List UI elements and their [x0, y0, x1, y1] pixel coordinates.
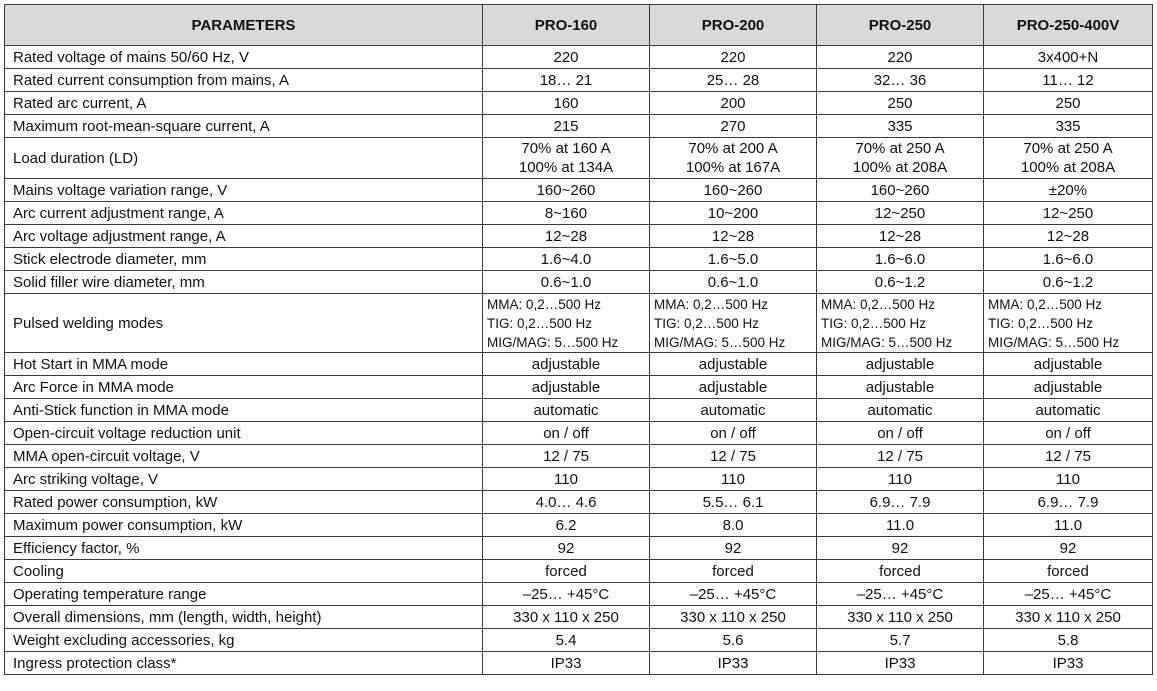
value-cell: adjustable [984, 376, 1153, 399]
value-cell: 0.6~1.0 [483, 271, 650, 294]
value-cell: adjustable [483, 376, 650, 399]
value-cell [650, 294, 817, 353]
value-cell: 3x400+N [984, 46, 1153, 69]
header-parameters: PARAMETERS [5, 5, 483, 46]
value-line: 70% at 250 A [1023, 140, 1113, 157]
value-cell [483, 294, 650, 353]
table-row [5, 225, 1153, 248]
value-cell: 12 / 75 [650, 445, 817, 468]
parameter-label: Maximum root-mean-square current, A [5, 115, 483, 138]
value-line: TIG: 0,2…500 Hz [821, 315, 927, 331]
value-cell: 110 [984, 468, 1153, 491]
table-row [5, 202, 1153, 225]
parameter-label: Efficiency factor, % [5, 537, 483, 560]
value-cell: forced [650, 560, 817, 583]
value-cell: 110 [483, 468, 650, 491]
value-line: TIG: 0,2…500 Hz [654, 315, 760, 331]
parameter-label: Operating temperature range [5, 583, 483, 606]
value-cell: 12 / 75 [483, 445, 650, 468]
parameter-label: Overall dimensions, mm (length, width, height) [5, 606, 483, 629]
value-cell: 12~28 [483, 225, 650, 248]
table-row [5, 652, 1153, 675]
parameter-label: Arc Force in MMA mode [5, 376, 483, 399]
value-line: 70% at 200 A [688, 140, 778, 157]
parameter-label: Rated arc current, A [5, 92, 483, 115]
parameter-label: Pulsed welding modes [5, 294, 483, 353]
value-cell: 92 [483, 537, 650, 560]
table-row [5, 514, 1153, 537]
table-row [5, 271, 1153, 294]
value-cell: 1.6~4.0 [483, 248, 650, 271]
table-row [5, 115, 1153, 138]
parameter-label: Rated current consumption from mains, A [5, 69, 483, 92]
value-cell: 335 [817, 115, 984, 138]
value-cell: 12 / 75 [984, 445, 1153, 468]
value-cell: on / off [984, 422, 1153, 445]
value-cell: 330 x 110 x 250 [483, 606, 650, 629]
value-cell: 32… 36 [817, 69, 984, 92]
header-row [5, 5, 1153, 46]
value-cell: 1.6~6.0 [817, 248, 984, 271]
value-cell: –25… +45°C [483, 583, 650, 606]
value-line: 100% at 167A [685, 159, 781, 176]
value-line: 70% at 160 A [521, 140, 611, 157]
value-cell: 12~28 [984, 225, 1153, 248]
header-pro-250-400v: PRO-250-400V [984, 5, 1153, 46]
value-cell: automatic [483, 399, 650, 422]
value-cell: 0.6~1.2 [817, 271, 984, 294]
value-cell [984, 138, 1153, 179]
table-header [5, 5, 1153, 46]
value-cell: 335 [984, 115, 1153, 138]
value-cell: 10~200 [650, 202, 817, 225]
value-cell: adjustable [650, 353, 817, 376]
table-row [5, 445, 1153, 468]
table-row [5, 583, 1153, 606]
table-row [5, 69, 1153, 92]
value-cell: 12~250 [984, 202, 1153, 225]
value-cell: 8.0 [650, 514, 817, 537]
value-cell: 110 [817, 468, 984, 491]
value-cell: 330 x 110 x 250 [817, 606, 984, 629]
value-cell: 11.0 [817, 514, 984, 537]
spec-table [4, 4, 1153, 675]
value-cell: automatic [817, 399, 984, 422]
header-pro-200: PRO-200 [650, 5, 817, 46]
value-cell: 5.6 [650, 629, 817, 652]
table-row [5, 376, 1153, 399]
table-row [5, 560, 1153, 583]
value-line: MMA: 0,2…500 Hz [988, 296, 1103, 312]
value-cell: 92 [817, 537, 984, 560]
value-cell: adjustable [984, 353, 1153, 376]
value-cell: 18… 21 [483, 69, 650, 92]
value-cell: 160~260 [650, 179, 817, 202]
value-cell: 25… 28 [650, 69, 817, 92]
value-cell: forced [984, 560, 1153, 583]
value-cell: 5.7 [817, 629, 984, 652]
parameter-label: Open-circuit voltage reduction unit [5, 422, 483, 445]
table-row [5, 491, 1153, 514]
value-line: 100% at 134A [518, 159, 614, 176]
table-row [5, 179, 1153, 202]
value-cell [984, 294, 1153, 353]
parameter-label: Cooling [5, 560, 483, 583]
value-cell: adjustable [650, 376, 817, 399]
value-cell: 1.6~6.0 [984, 248, 1153, 271]
value-cell: IP33 [483, 652, 650, 675]
value-cell: 110 [650, 468, 817, 491]
value-line: TIG: 0,2…500 Hz [988, 315, 1094, 331]
value-line: 100% at 208A [852, 159, 948, 176]
value-line: MMA: 0,2…500 Hz [487, 296, 602, 312]
header-pro-250: PRO-250 [817, 5, 984, 46]
value-cell: 250 [984, 92, 1153, 115]
value-cell: adjustable [817, 376, 984, 399]
parameter-label: Arc current adjustment range, A [5, 202, 483, 225]
table-row [5, 46, 1153, 69]
table-body [5, 46, 1153, 675]
table-row [5, 138, 1153, 179]
table-row [5, 537, 1153, 560]
value-cell: 11… 12 [984, 69, 1153, 92]
value-cell: 5.4 [483, 629, 650, 652]
value-line: MMA: 0,2…500 Hz [821, 296, 936, 312]
value-line: 100% at 208A [1020, 159, 1116, 176]
value-cell: 270 [650, 115, 817, 138]
parameter-label: Anti-Stick function in MMA mode [5, 399, 483, 422]
table-row [5, 606, 1153, 629]
value-cell: IP33 [984, 652, 1153, 675]
value-cell: 200 [650, 92, 817, 115]
value-cell: 160~260 [483, 179, 650, 202]
value-cell: automatic [650, 399, 817, 422]
table-row [5, 399, 1153, 422]
value-cell: 4.0… 4.6 [483, 491, 650, 514]
table-row [5, 422, 1153, 445]
value-cell: 12~28 [817, 225, 984, 248]
value-cell [483, 138, 650, 179]
value-cell: on / off [817, 422, 984, 445]
parameter-label: Rated voltage of mains 50/60 Hz, V [5, 46, 483, 69]
value-cell: IP33 [817, 652, 984, 675]
table-row [5, 468, 1153, 491]
value-cell: 92 [650, 537, 817, 560]
value-line: MIG/MAG: 5…500 Hz [654, 334, 786, 350]
value-line: MMA: 0,2…500 Hz [654, 296, 769, 312]
value-cell: forced [483, 560, 650, 583]
value-cell: 6.2 [483, 514, 650, 537]
parameter-label: Weight excluding accessories, kg [5, 629, 483, 652]
parameter-label: Ingress protection class* [5, 652, 483, 675]
value-cell: adjustable [483, 353, 650, 376]
value-cell: 12~28 [650, 225, 817, 248]
parameter-label: Hot Start in MMA mode [5, 353, 483, 376]
value-cell: on / off [483, 422, 650, 445]
value-cell: 250 [817, 92, 984, 115]
value-cell: 0.6~1.0 [650, 271, 817, 294]
value-cell: 0.6~1.2 [984, 271, 1153, 294]
value-cell [650, 138, 817, 179]
value-cell: 1.6~5.0 [650, 248, 817, 271]
table-row [5, 294, 1153, 353]
value-cell [817, 294, 984, 353]
header-pro-160: PRO-160 [483, 5, 650, 46]
value-cell: 6.9… 7.9 [817, 491, 984, 514]
value-cell [817, 138, 984, 179]
value-cell: 220 [650, 46, 817, 69]
value-cell: 92 [984, 537, 1153, 560]
value-cell: 12~250 [817, 202, 984, 225]
value-line: TIG: 0,2…500 Hz [487, 315, 593, 331]
value-cell: ±20% [984, 179, 1153, 202]
parameter-label: Load duration (LD) [5, 138, 483, 179]
table-row [5, 92, 1153, 115]
parameter-label: Arc striking voltage, V [5, 468, 483, 491]
value-cell: 8~160 [483, 202, 650, 225]
value-cell: 6.9… 7.9 [984, 491, 1153, 514]
parameter-label: Rated power consumption, kW [5, 491, 483, 514]
parameter-label: Arc voltage adjustment range, A [5, 225, 483, 248]
parameter-label: MMA open-circuit voltage, V [5, 445, 483, 468]
parameter-label: Solid filler wire diameter, mm [5, 271, 483, 294]
value-line: MIG/MAG: 5…500 Hz [487, 334, 619, 350]
value-cell: 5.8 [984, 629, 1153, 652]
parameter-label: Stick electrode diameter, mm [5, 248, 483, 271]
table-row [5, 629, 1153, 652]
table-row [5, 353, 1153, 376]
value-line: MIG/MAG: 5…500 Hz [988, 334, 1120, 350]
value-cell: on / off [650, 422, 817, 445]
value-cell: –25… +45°C [984, 583, 1153, 606]
value-cell: automatic [984, 399, 1153, 422]
value-cell: 220 [817, 46, 984, 69]
value-cell: –25… +45°C [817, 583, 984, 606]
value-line: 70% at 250 A [855, 140, 945, 157]
value-cell: 11.0 [984, 514, 1153, 537]
value-cell: 160 [483, 92, 650, 115]
value-cell: 330 x 110 x 250 [650, 606, 817, 629]
value-cell: forced [817, 560, 984, 583]
value-cell: 12 / 75 [817, 445, 984, 468]
table-row [5, 248, 1153, 271]
value-cell: 220 [483, 46, 650, 69]
value-cell: 215 [483, 115, 650, 138]
value-line: MIG/MAG: 5…500 Hz [821, 334, 953, 350]
value-cell: adjustable [817, 353, 984, 376]
value-cell: –25… +45°C [650, 583, 817, 606]
value-cell: IP33 [650, 652, 817, 675]
value-cell: 160~260 [817, 179, 984, 202]
value-cell: 330 x 110 x 250 [984, 606, 1153, 629]
parameter-label: Maximum power consumption, kW [5, 514, 483, 537]
parameter-label: Mains voltage variation range, V [5, 179, 483, 202]
value-cell: 5.5… 6.1 [650, 491, 817, 514]
